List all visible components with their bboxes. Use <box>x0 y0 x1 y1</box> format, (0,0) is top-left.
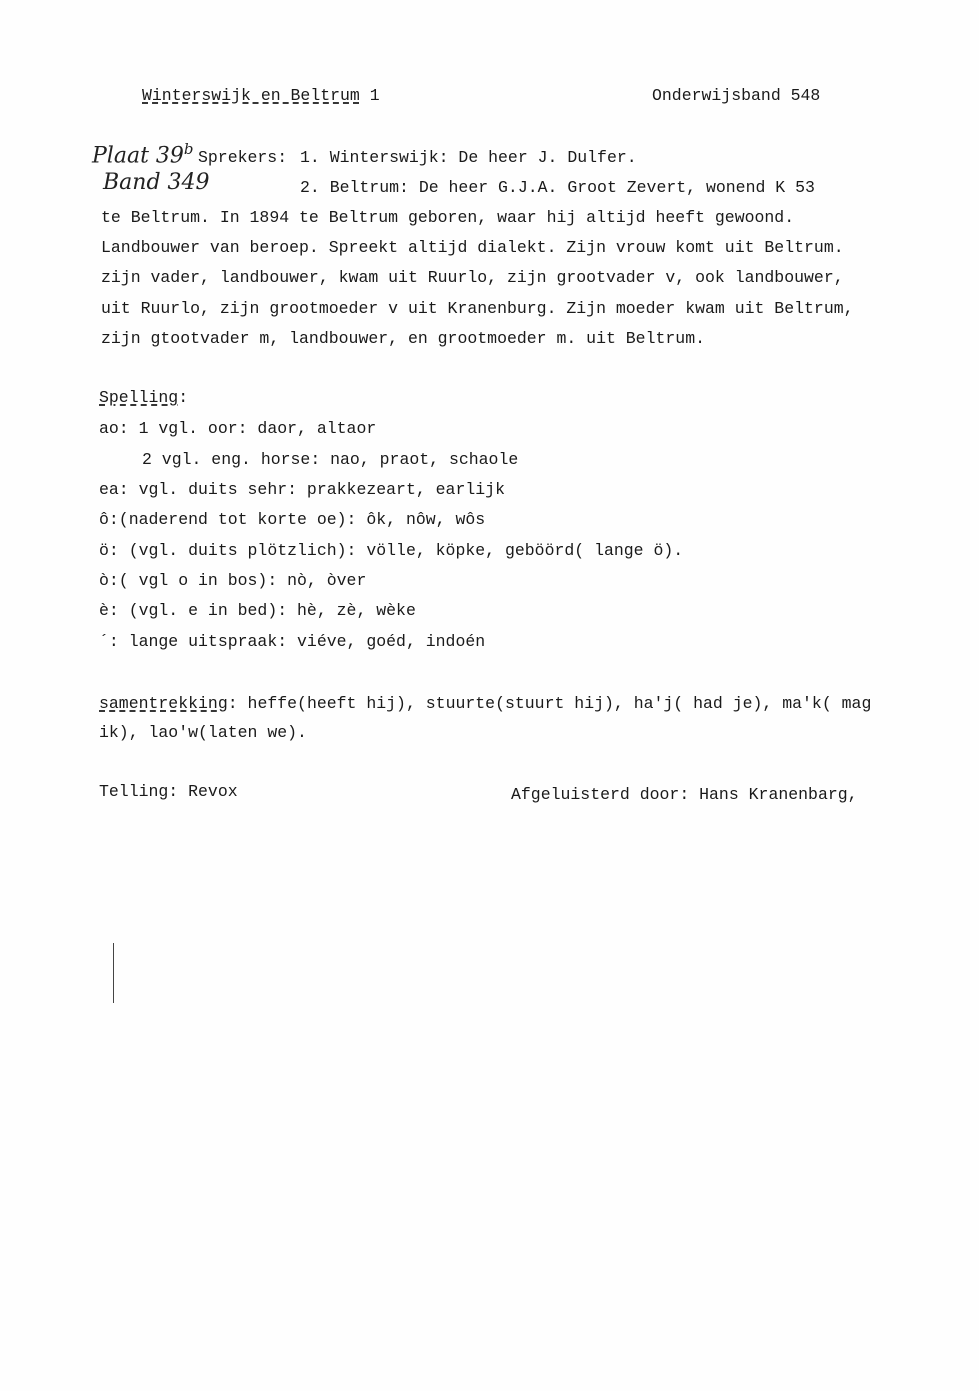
speaker-1: 1. Winterswijk: De heer J. Dulfer. <box>300 148 637 167</box>
bio-line: te Beltrum. In 1894 te Beltrum geboren, waar hij altijd heeft gewoond. <box>101 208 795 227</box>
samentrekking-label: samentrekking <box>99 694 228 713</box>
speaker-2: 2. Beltrum: De heer G.J.A. Groot Zevert, wonend K 53 <box>300 178 815 197</box>
afgeluisterd: Afgeluisterd door: Hans Kranenbarg, <box>511 785 858 804</box>
header-title-place: Winterswijk en Beltrum <box>142 86 360 105</box>
samentrekking-line-2: ik), lao'w(laten we). <box>99 723 307 742</box>
header-band: Onderwijsband 548 <box>652 86 821 105</box>
spelling-rule: ea: vgl. duits sehr: prakkezeart, earlijk <box>99 480 505 499</box>
spelling-heading-colon: : <box>178 388 189 407</box>
samentrekking-line-1 <box>99 696 871 713</box>
spelling-heading-text: Spelling <box>99 388 179 407</box>
handwritten-plaat <box>92 142 194 167</box>
spelling-rule: 2 vgl. eng. horse: nao, praot, schaole <box>142 450 519 469</box>
samentrekking-text-1: : heffe(heeft hij), stuurte(stuurt hij), ha'j( had je), ma'k( mag <box>227 694 872 713</box>
handwritten-plaat-text: Plaat 39 <box>92 143 184 169</box>
header-title-number: 1 <box>369 86 380 105</box>
spelling-rule: ò:( vgl o in bos): nò, òver <box>99 571 367 590</box>
spelling-rule: è: (vgl. e in bed): hè, zè, wèke <box>99 601 416 620</box>
spelling-heading <box>99 390 188 407</box>
spelling-rule: ao: 1 vgl. oor: daor, altaor <box>99 419 377 438</box>
bio-line: uit Ruurlo, zijn grootmoeder v uit Kranenburg. Zijn moeder kwam uit Beltrum, <box>101 299 854 318</box>
telling: Telling: Revox <box>99 782 238 801</box>
handwritten-plaat-sup: b <box>183 140 194 158</box>
scan-mark <box>113 943 114 1003</box>
handwritten-band: Band 349 <box>103 170 210 195</box>
speakers-label: Sprekers: <box>198 148 288 167</box>
bio-line: zijn gtootvader m, landbouwer, en grootmoeder m. uit Beltrum. <box>101 329 705 348</box>
header-title <box>142 88 380 105</box>
spelling-rule: ö: (vgl. duits plötzlich): völle, köpke, geböörd( lange ö). <box>99 541 684 560</box>
spelling-rule: ´: lange uitspraak: viéve, goéd, indoén <box>99 632 486 651</box>
spelling-rule: ô:(naderend tot korte oe): ôk, nôw, wôs <box>99 510 486 529</box>
bio-line: Landbouwer van beroep. Spreekt altijd dialekt. Zijn vrouw komt uit Beltrum. <box>101 238 844 257</box>
bio-line: zijn vader, landbouwer, kwam uit Ruurlo, zijn grootvader v, ook landbouwer, <box>101 268 844 287</box>
